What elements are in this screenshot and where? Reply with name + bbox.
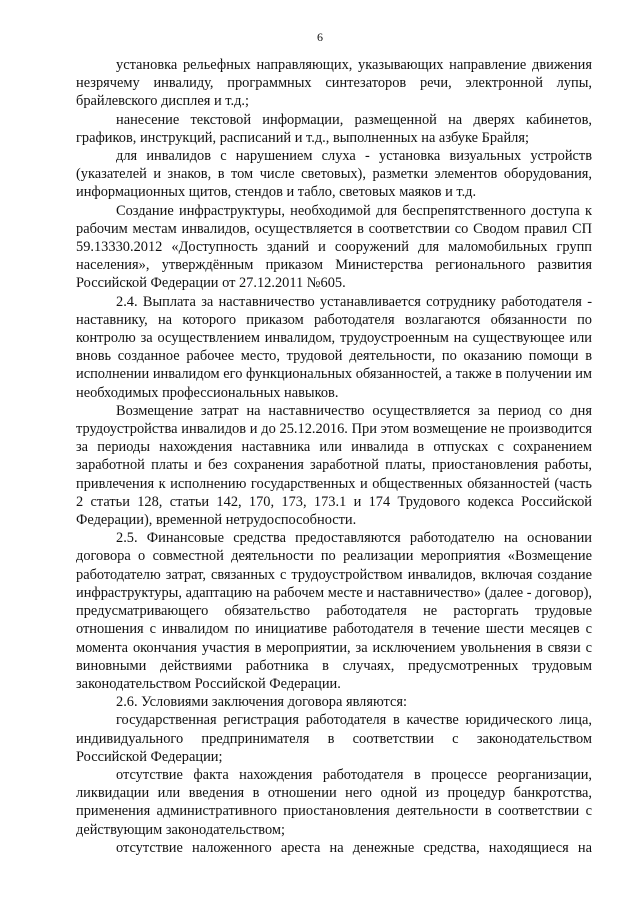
paragraph-section-2-6: 2.6. Условиями заключения договора являются: <box>116 694 408 711</box>
paragraph-infrastructure: Создание инфраструктуры, необходимой для беспрепятственного доступа к рабочим местам инвалидов, осуществляется в соответствии со Сводом правил СП 59.13330.2012 «Доступность зданий и сооружений для маломобильных групп населения», утверждённым приказом Министерства регионального развития Российской Федерации от 27.12.2011 №605. <box>76 202 592 292</box>
paragraph-section-2-5: 2.5. Финансовые средства предоставляются работодателю на основании договора о совместной деятельности по реализации мероприятия «Возмещение работодателю затрат, связанных с трудоустройством инвалидов, включая создание инфраструктуры, адаптацию на рабочем месте и наставничество» (далее - договор), предусматривающего обязательство работодателя не расторгать трудовые отношения с инвалидом по инициативе работодателя в течение шести месяцев с момента окончания участия в мероприятии, за исключением увольнения в связи с виновными действиями работника в случаях, предусмотренных трудовым законодательством Российской Федерации. <box>76 530 592 692</box>
paragraph-no-arrest: отсутствие наложенного ареста на денежные средства, находящиеся на <box>116 839 592 856</box>
paragraph-state-registration: государственная регистрация работодателя в качестве юридического лица, индивидуального предпринимателя в соответствии с законодательством Российской Федерации; <box>76 712 592 765</box>
document-body <box>76 56 592 857</box>
paragraph-no-reorganization: отсутствие факта нахождения работодателя в процессе реорганизации, ликвидации или введения в отношении него одной из процедур банкротства, применения административного приостановления деятельности в соответствии с действующим законодательством; <box>76 766 592 838</box>
paragraph-mentoring-compensation: Возмещение затрат на наставничество осуществляется за период со дня трудоустройства инвалидов и до 25.12.2016. При этом возмещение не производится за периоды нахождения наставника или инвалида в отпусках с сохранением заработной платы и без сохранения заработной платы, приостановления работы, привлечения к исполнению государственных и общественных обязанностей (часть 2 статьи 128, статьи 142, 170, 173, 173.1 и 174 Трудового кодекса Российской Федерации), временной нетрудоспособности. <box>76 402 592 529</box>
paragraph-section-2-4: 2.4. Выплата за наставничество устанавливается сотруднику работодателя - наставнику, на которого приказом работодателя возлагаются обязанности по контролю за осуществлением инвалидом, трудоустроенным на существующее или вновь созданное рабочее место, трудовой деятельности, по оказанию помощи в исполнении инвалидом его функциональных обязанностей, а также в получении им необходимых профессиональных навыков. <box>76 293 592 401</box>
paragraph-braille-text: нанесение текстовой информации, размещенной на дверях кабинетов, графиков, инструкций, расписаний и т.д., выполненных на азбуке Брайля; <box>76 111 592 146</box>
page-number: 6 <box>317 30 323 44</box>
paragraph-hearing-impaired: для инвалидов с нарушением слуха - установка визуальных устройств (указателей и знаков, в том числе световых), разметки элементов оборудования, информационных щитов, стендов и табло, световых маяков и т.д. <box>76 148 592 201</box>
paragraph-braille-guides: установка рельефных направляющих, указывающих направление движения незрячему инвалиду, программных синтезаторов речи, электронной лупы, брайлевского дисплея и т.д.; <box>76 57 592 110</box>
